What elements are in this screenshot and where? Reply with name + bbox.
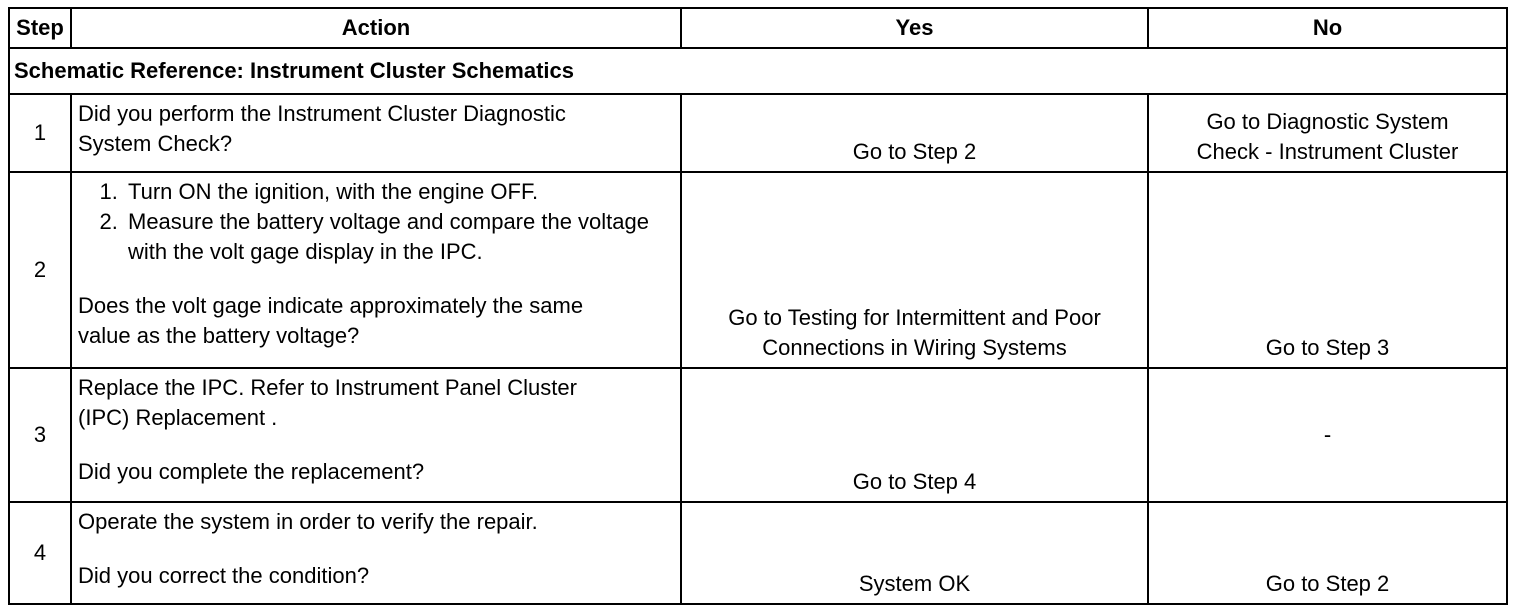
action-text: System Check?: [78, 131, 233, 156]
step-number: 4: [9, 502, 71, 604]
action-text: Operate the system in order to verify the repair.: [78, 509, 538, 534]
action-cell: [71, 368, 681, 502]
header-action: Action: [71, 8, 681, 48]
yes-cell: Go to Step 2: [681, 94, 1148, 172]
yes-text: Connections in Wiring Systems: [762, 335, 1067, 360]
substep-list: [78, 177, 674, 267]
question-text: value as the battery voltage?: [78, 323, 360, 348]
step-number: 3: [9, 368, 71, 502]
no-text: Check - Instrument Cluster: [1196, 139, 1459, 164]
no-cell: [1148, 94, 1507, 172]
header-yes: Yes: [681, 8, 1148, 48]
table-row: [9, 368, 1507, 502]
table-row: [9, 502, 1507, 604]
diagnostic-table: [8, 7, 1508, 605]
action-text: Replace the IPC. Refer to Instrument Panel Cluster: [78, 375, 577, 400]
header-step: Step: [9, 8, 71, 48]
no-text: Go to Diagnostic System: [1206, 109, 1449, 134]
schematic-reference-row: [9, 48, 1507, 94]
table-row: [9, 94, 1507, 172]
yes-text: Go to Testing for Intermittent and Poor: [728, 305, 1101, 330]
table-row: [9, 172, 1507, 368]
question-text: Does the volt gage indicate approximately the same: [78, 293, 584, 318]
no-cell: Go to Step 3: [1148, 172, 1507, 368]
action-text: (IPC) Replacement .: [78, 405, 278, 430]
action-cell: [71, 94, 681, 172]
yes-cell: Go to Step 4: [681, 368, 1148, 502]
action-cell: [71, 502, 681, 604]
step-number: 2: [9, 172, 71, 368]
no-cell: Go to Step 2: [1148, 502, 1507, 604]
action-text: Did you perform the Instrument Cluster Diagnostic: [78, 101, 566, 126]
no-cell: -: [1148, 368, 1507, 502]
yes-cell: [681, 172, 1148, 368]
step-number: 1: [9, 94, 71, 172]
substep-item: 2. Measure the battery voltage and compare the voltage with the volt gage display in the IPC.: [124, 207, 674, 267]
question-text: Did you complete the replacement?: [78, 459, 425, 484]
question-text: Did you correct the condition?: [78, 563, 370, 588]
header-row: [9, 8, 1507, 48]
action-cell: [71, 172, 681, 368]
yes-cell: System OK: [681, 502, 1148, 604]
header-no: No: [1148, 8, 1507, 48]
schematic-reference: Schematic Reference: Instrument Cluster Schematics: [9, 48, 1507, 94]
substep-item: 1. Turn ON the ignition, with the engine OFF.: [124, 177, 674, 207]
